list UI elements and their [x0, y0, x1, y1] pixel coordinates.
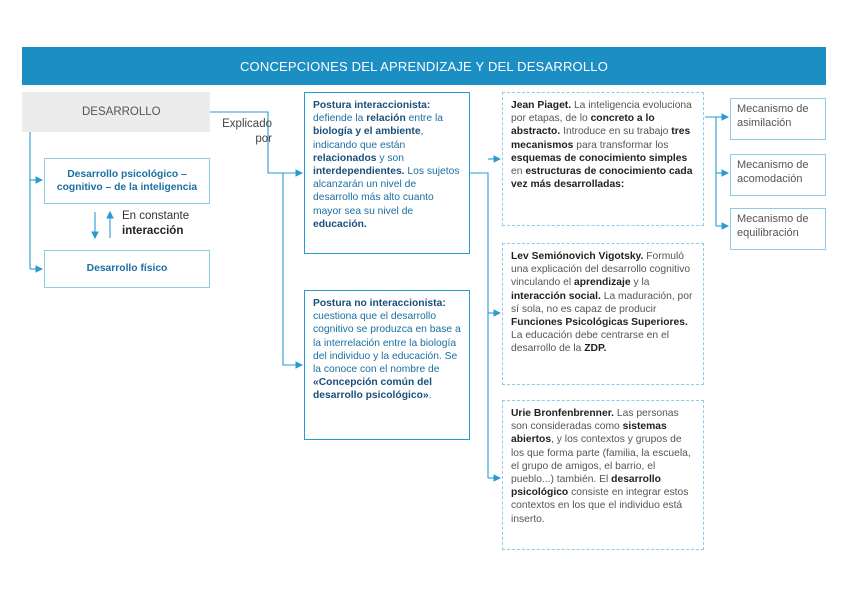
mecanismo-acomodacion-label: Mecanismo de acomodación: [737, 159, 809, 185]
mecanismo-acomodacion-box: [730, 154, 826, 196]
psico-box: [44, 158, 210, 204]
fisico-box: [44, 250, 210, 288]
bronfenbrenner-box: Urie Bronfenbrenner. Las personas son consideradas como sistemas abiertos, y los contextos y grupos de los que forma parte (familia, la escuela, el grupo de amigos, el barrio, el pueblo...) también. El desarrollo psicológico consiste en integrar estos contextos en los que el individuo está inserto.: [502, 400, 704, 550]
piaget-box: Jean Piaget. La inteligencia evoluciona por etapas, de lo concreto a lo abstracto. Introduce en su trabajo tres mecanismos para transformar los esquemas de conocimiento simples en estructuras de conocimiento cada vez más desarrolladas:: [502, 92, 704, 226]
mecanismo-asimilacion-box: [730, 98, 826, 140]
mecanismo-equilibracion-box: [730, 208, 826, 250]
connector-postura-vertical: [283, 173, 302, 365]
connector-mecanismos: [705, 117, 716, 226]
explicado-por-label: Explicado por: [222, 118, 272, 145]
vigotsky-box: Lev Semiónovich Vigotsky. Formuló una explicación del desarrollo cognitivo vinculando el aprendizaje y la interacción social. La maduración, por sí sola, no es capaz de producir Funciones Psicológicas Superiores. La educación debe centrarse en el desarrollo de la ZDP.: [502, 243, 704, 385]
connector-to-authors: [470, 173, 488, 478]
psico-label: Desarrollo psicológico – cognitivo – de la inteligencia: [56, 168, 198, 193]
postura-no-interaccionista-box: Postura no interaccionista: cuestiona que el desarrollo cognitivo se produzca en base a la interrelación entre la biología del individuo y la educación. Se la conoce con el nombre de «Concepción común del desarrollo psicológico».: [304, 290, 470, 440]
postura-interaccionista-box: Postura interaccionista: defiende la relación entre la biología y el ambiente, indicando que están relacionados y son interdependientes. Los sujetos alcanzarán un nivel de desarrollo más alto cuanto mayor sea su nivel de educación.: [304, 92, 470, 254]
interaccion-label: En constante interacción: [122, 210, 190, 237]
mecanismo-equilibracion-label: Mecanismo de equilibración: [737, 213, 809, 239]
mecanismo-asimilacion-label: Mecanismo de asimilación: [737, 103, 809, 129]
desarrollo-header: DESARROLLO: [22, 92, 210, 132]
fisico-label: Desarrollo físico: [86, 263, 168, 275]
page-title: CONCEPCIONES DEL APRENDIZAJE Y DEL DESARROLLO: [22, 47, 826, 85]
